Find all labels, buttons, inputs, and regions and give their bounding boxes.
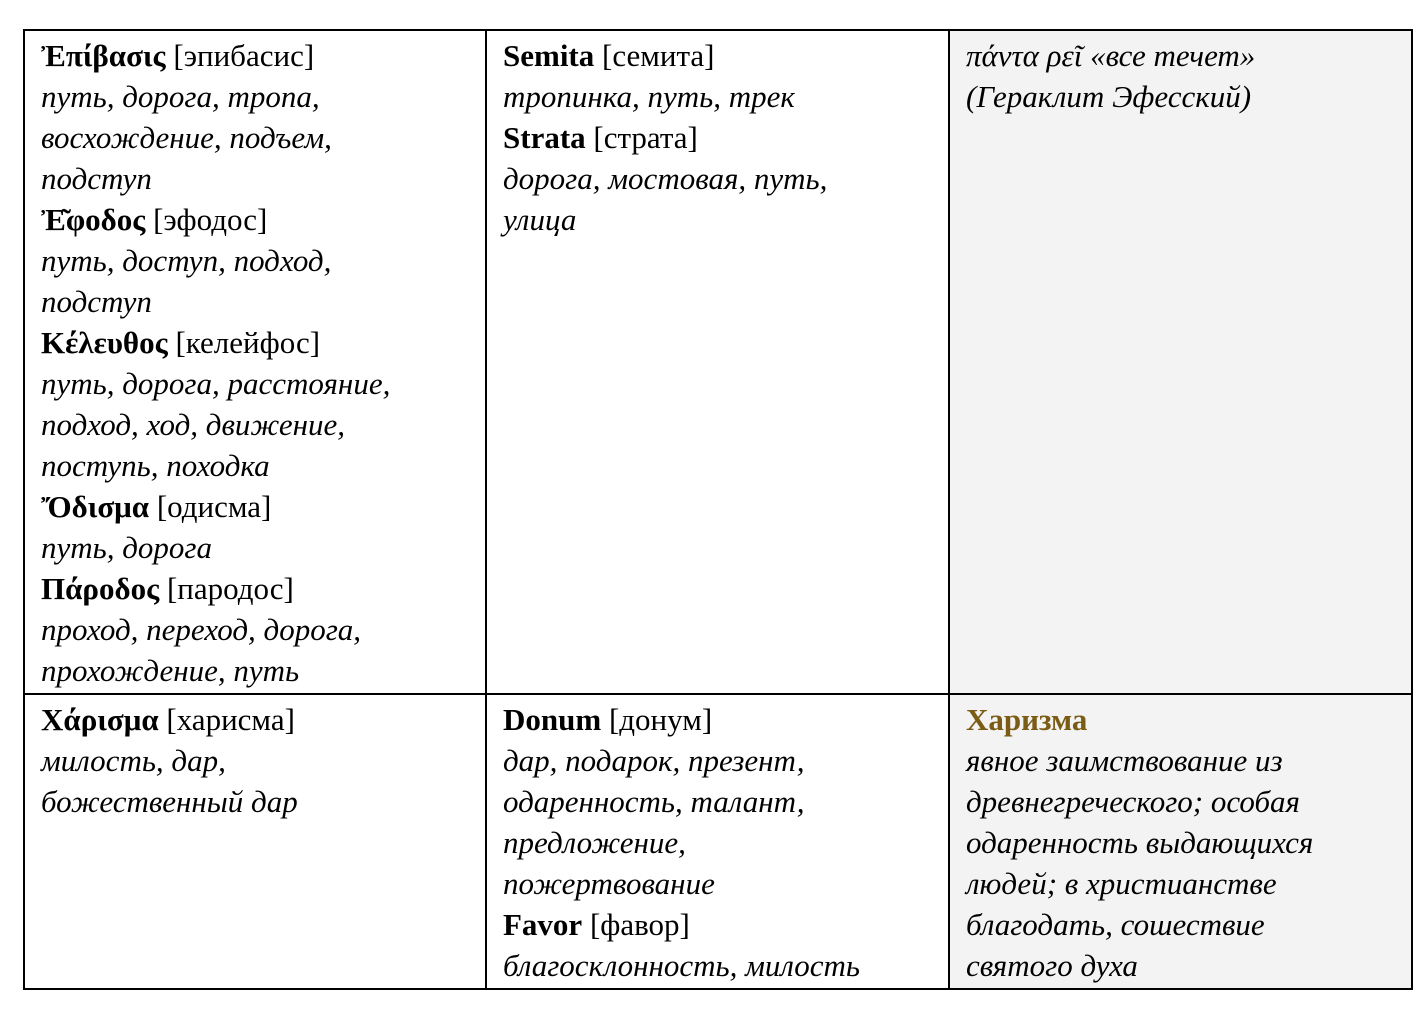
note-cell (949, 694, 1412, 989)
entry-gloss: божественный дар (41, 784, 298, 819)
entry-word: Ὄδισμα (41, 489, 150, 524)
entry-gloss: подступ (41, 161, 152, 196)
note-cell (949, 30, 1412, 694)
entry-word: Ἐπίβασις (41, 38, 166, 73)
note-title: Харизма (966, 702, 1088, 737)
greek-cell (24, 694, 486, 989)
entry-gloss: дар, подарок, презент, (503, 743, 805, 778)
entry-head (41, 486, 485, 527)
note-line: (Гераклит Эфесский) (966, 79, 1252, 114)
entry-head (41, 35, 485, 76)
note-line: одаренность выдающихся (966, 825, 1314, 860)
table-row (24, 30, 1412, 694)
entry-gloss: предложение, (503, 825, 686, 860)
entry-word: Χάρισμα (41, 702, 159, 737)
entry-gloss: тропинка, путь, трек (503, 79, 795, 114)
entry-translit: [эфодос] (153, 202, 268, 237)
entry-head (41, 322, 485, 363)
entry-gloss: дорога, мостовая, путь, (503, 161, 828, 196)
entry-gloss: путь, дорога (41, 530, 213, 565)
entry-gloss: проход, переход, дорога, (41, 612, 362, 647)
entry-translit: [семита] (602, 38, 715, 73)
entry-head (503, 699, 948, 740)
note-line: πάντα ρεῖ «все течет» (966, 38, 1256, 73)
note-line: святого духа (966, 948, 1138, 983)
lexicon-table (23, 29, 1413, 990)
entry-gloss: путь, доступ, подход, (41, 243, 332, 278)
entry-translit: [страта] (593, 120, 698, 155)
entry-gloss: прохождение, путь (41, 653, 300, 688)
latin-cell (486, 694, 949, 989)
entry-gloss: путь, дорога, расстояние, (41, 366, 391, 401)
entry-gloss: благосклонность, милость (503, 948, 861, 983)
entry-head (41, 568, 485, 609)
entry-translit: [фавор] (589, 907, 690, 942)
entry-word: Semita (503, 38, 595, 73)
entry-head (503, 35, 948, 76)
entry-word: Favor (503, 907, 583, 942)
entry-gloss: путь, дорога, тропа, (41, 79, 320, 114)
entry-gloss: милость, дар, (41, 743, 226, 778)
entry-gloss: улица (503, 202, 577, 237)
entry-gloss: пожертвование (503, 866, 715, 901)
entry-word: Ἐ͂φοδος (41, 202, 146, 237)
entry-gloss: подступ (41, 284, 152, 319)
entry-word: Strata (503, 120, 586, 155)
entry-gloss: подход, ход, движение, (41, 407, 346, 442)
entry-translit: [донум] (608, 702, 713, 737)
entry-head (41, 199, 485, 240)
entry-head (41, 699, 485, 740)
entry-word: Πάροδος (41, 571, 160, 606)
entry-translit: [эпибасис] (173, 38, 315, 73)
entry-word: Donum (503, 702, 602, 737)
entry-translit: [пародос] (166, 571, 294, 606)
entry-translit: [келейфос] (175, 325, 321, 360)
entry-translit: [харисма] (166, 702, 295, 737)
latin-cell (486, 30, 949, 694)
entry-head (503, 904, 948, 945)
entry-gloss: поступь, походка (41, 448, 270, 483)
note-line: явное заимствование из (966, 743, 1283, 778)
entry-word: Κέλευθος (41, 325, 168, 360)
note-line: людей; в христианстве (966, 866, 1277, 901)
note-line: благодать, сошествие (966, 907, 1265, 942)
note-line: древнегреческого; особая (966, 784, 1300, 819)
table-row (24, 694, 1412, 989)
entry-translit: [одисма] (156, 489, 272, 524)
entry-gloss: одаренность, талант, (503, 784, 805, 819)
entry-gloss: восхождение, подъем, (41, 120, 332, 155)
greek-cell (24, 30, 486, 694)
entry-head (503, 117, 948, 158)
